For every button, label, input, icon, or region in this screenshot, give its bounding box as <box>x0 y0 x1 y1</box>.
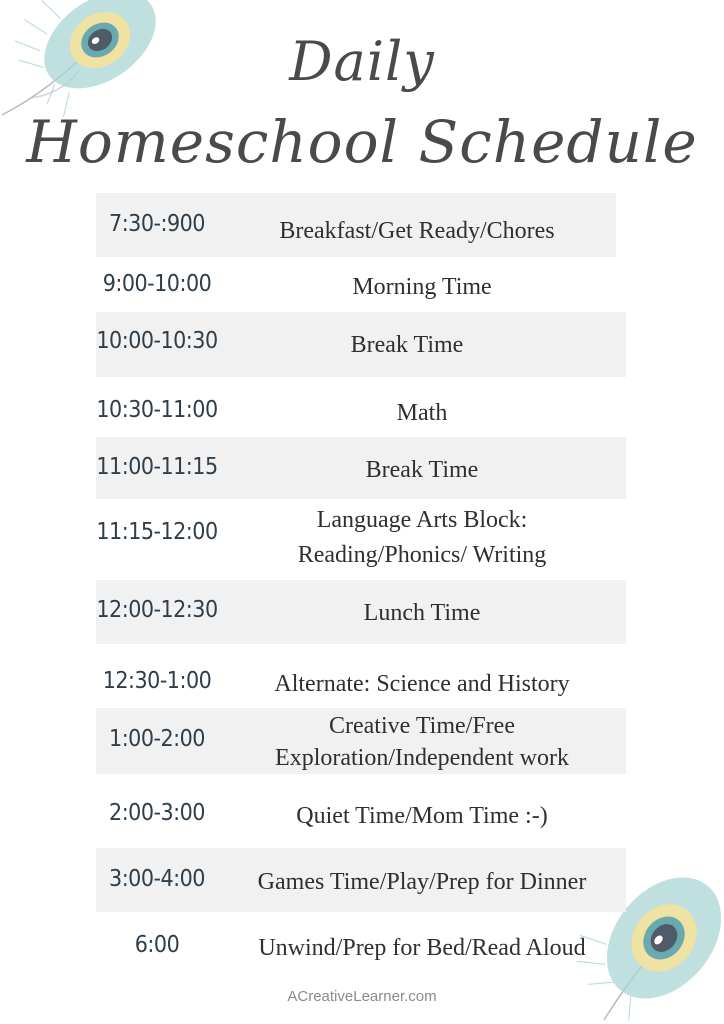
schedule-time: 10:00-10:30 <box>96 328 218 354</box>
schedule-row <box>96 377 626 437</box>
schedule-time: 1:00-2:00 <box>109 726 205 752</box>
schedule-time: 6:00 <box>134 932 180 958</box>
schedule-time: 12:30-1:00 <box>102 668 212 694</box>
schedule-activity: Exploration/Independent work <box>275 745 569 771</box>
schedule-row <box>96 708 626 774</box>
schedule-activity: Morning Time <box>352 274 492 300</box>
schedule-activity: Break Time <box>350 332 464 358</box>
schedule-time: 10:30-11:00 <box>96 397 218 423</box>
schedule-row <box>96 774 626 848</box>
page-title-line-2: Homeschool Schedule <box>26 108 698 176</box>
schedule-row <box>96 848 626 912</box>
page-title-line-1: Daily <box>289 30 435 93</box>
schedule-time: 3:00-4:00 <box>109 866 205 892</box>
schedule-row <box>96 193 616 257</box>
schedule-activity: Quiet Time/Mom Time :-) <box>296 803 548 829</box>
schedule-row <box>96 912 626 978</box>
schedule-row <box>96 257 626 312</box>
schedule-activity: Unwind/Prep for Bed/Read Aloud <box>258 935 586 961</box>
schedule-activity: Creative Time/Free <box>329 713 515 739</box>
schedule-row <box>96 580 626 644</box>
schedule-row <box>96 312 626 377</box>
schedule-time: 12:00-12:30 <box>96 597 218 623</box>
schedule-activity: Alternate: Science and History <box>274 671 570 697</box>
schedule-activity: Language Arts Block: <box>316 507 528 533</box>
schedule-time: 7:30-:900 <box>109 211 205 237</box>
schedule-time: 9:00-10:00 <box>102 271 212 297</box>
schedule-activity: Reading/Phonics/ Writing <box>297 542 547 568</box>
schedule-activity: Math <box>396 400 448 426</box>
schedule-activity: Lunch Time <box>363 600 481 626</box>
schedule-time: 11:15-12:00 <box>96 519 218 545</box>
schedule-time: 2:00-3:00 <box>109 800 205 826</box>
schedule-activity: Breakfast/Get Ready/Chores <box>279 218 555 244</box>
schedule-activity: Break Time <box>365 457 479 483</box>
schedule-row <box>96 644 626 708</box>
schedule-row <box>96 499 626 580</box>
footer-website: ACreativeLearner.com <box>287 988 437 1005</box>
schedule-activity: Games Time/Play/Prep for Dinner <box>257 869 587 895</box>
schedule-time: 11:00-11:15 <box>96 454 218 480</box>
schedule-row <box>96 437 626 499</box>
